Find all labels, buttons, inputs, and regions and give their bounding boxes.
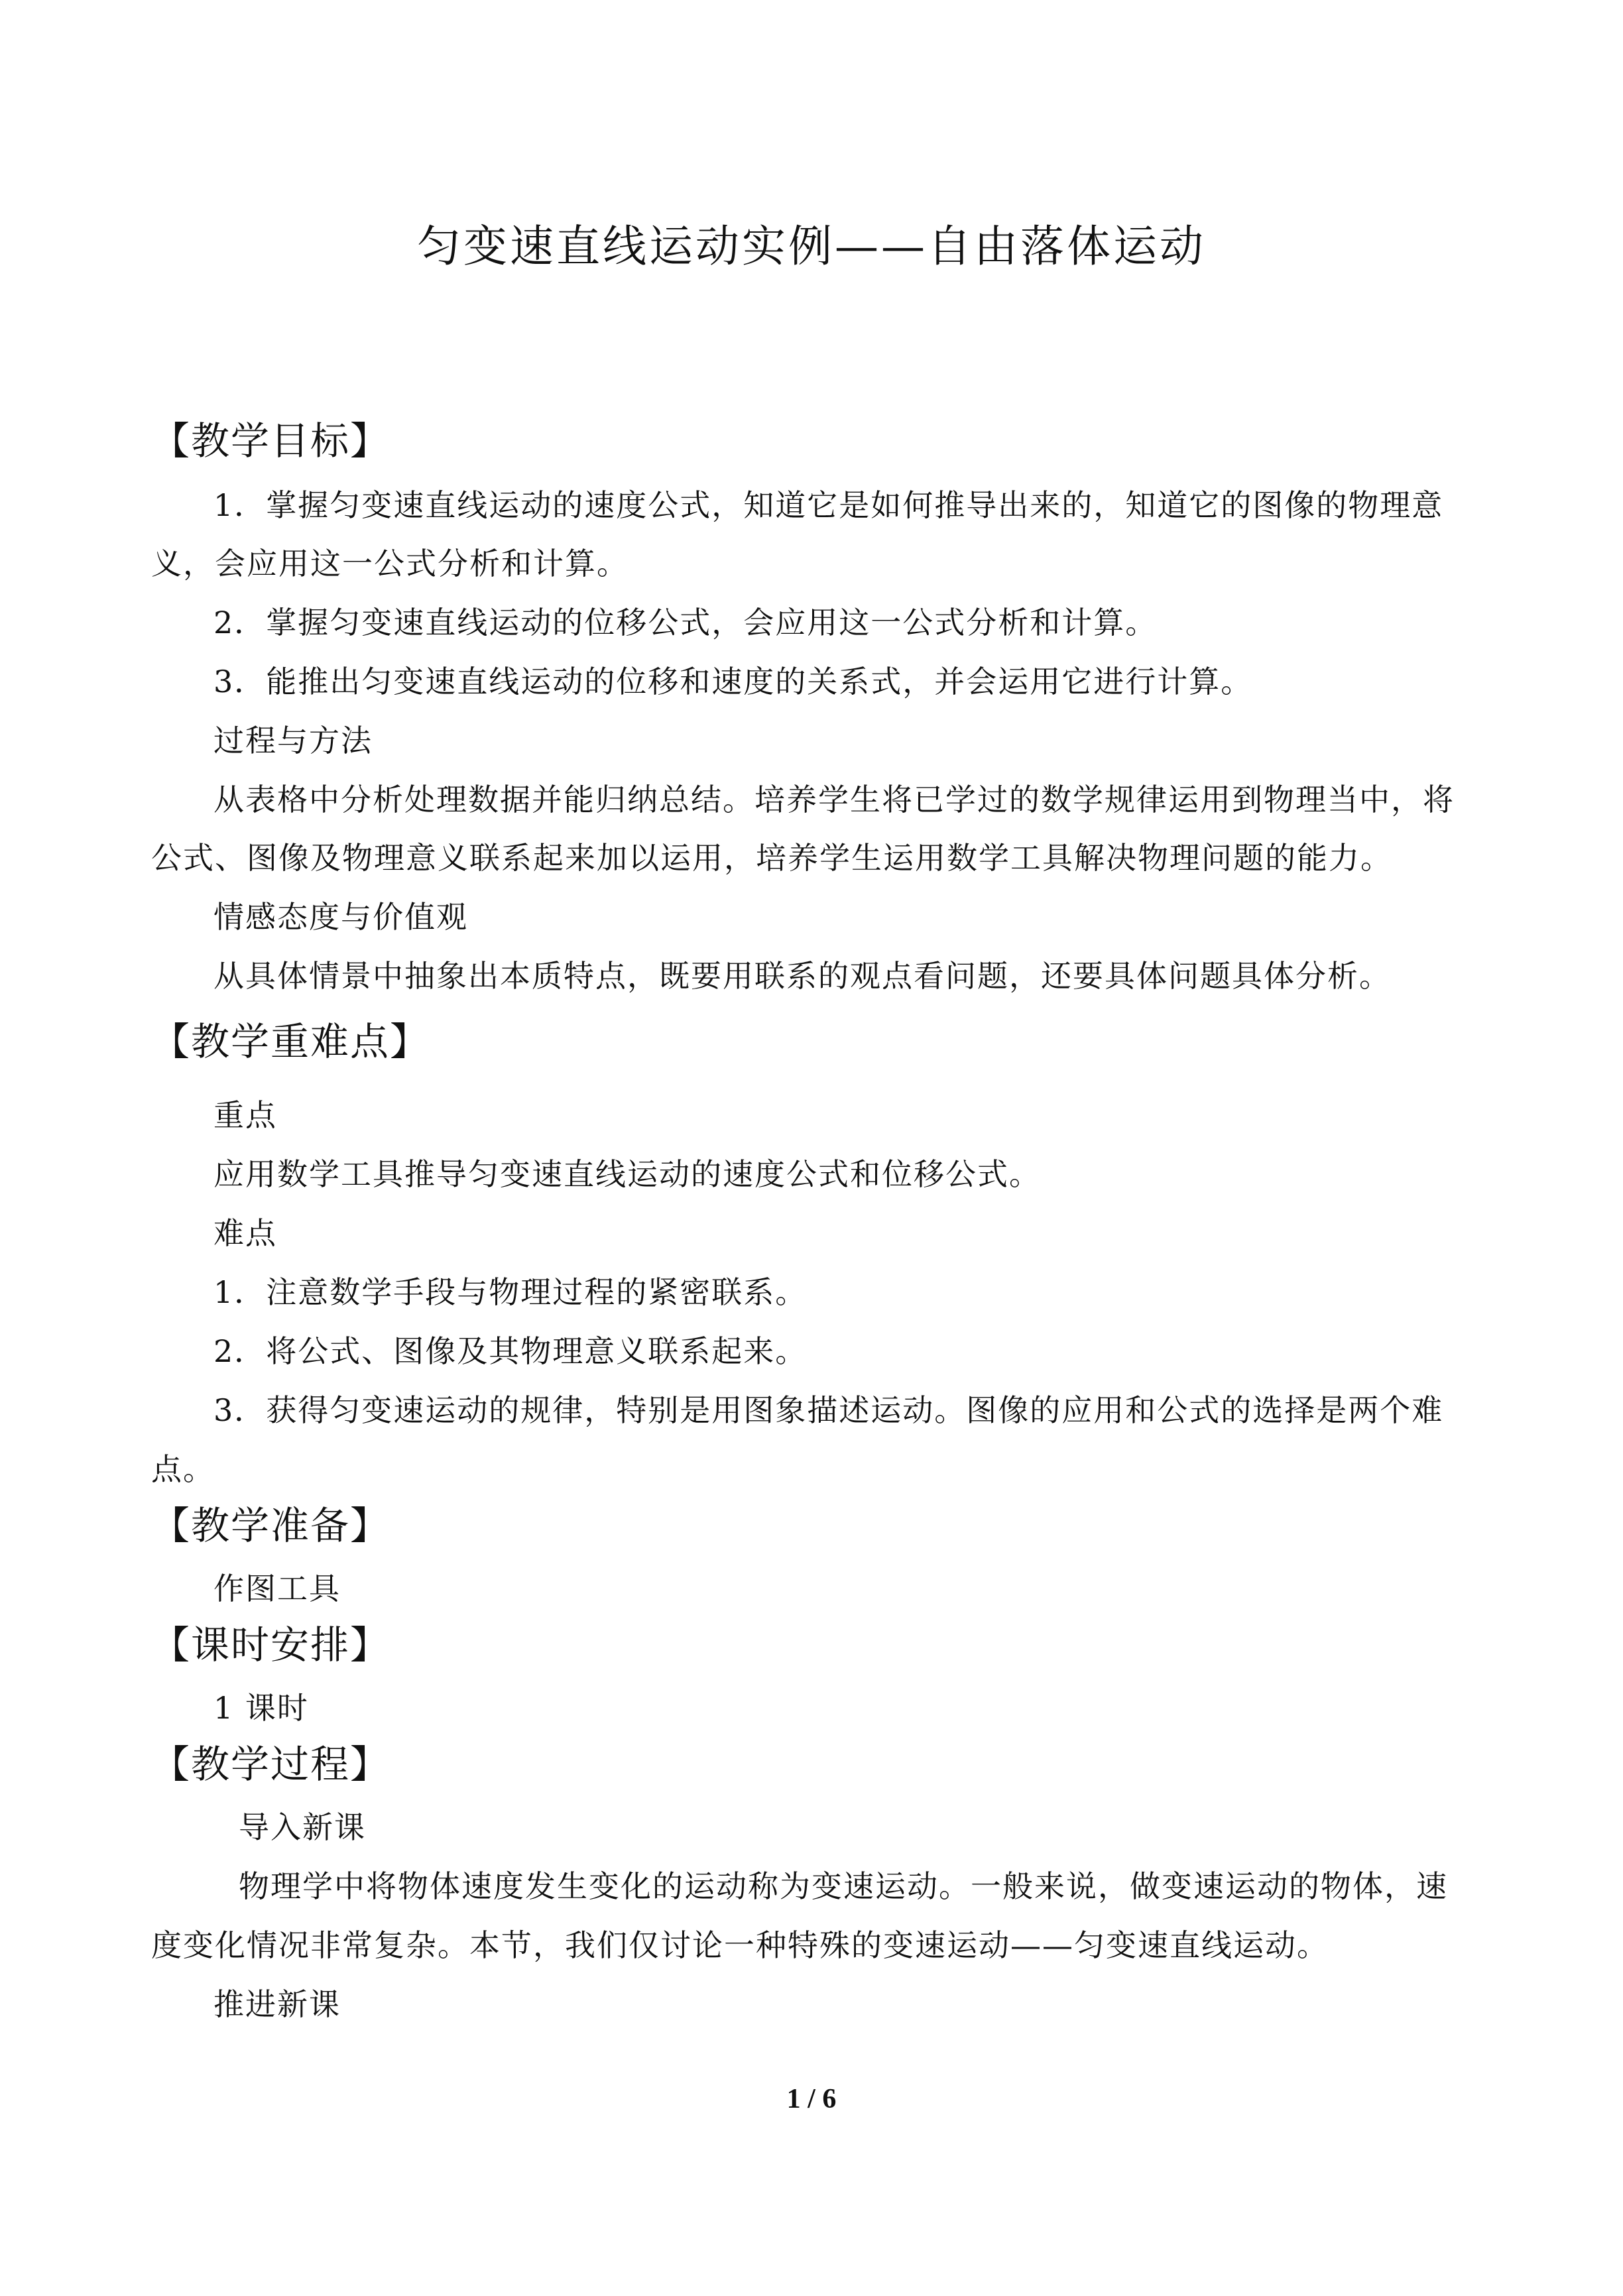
- goal-item-1-line-2: 义，会应用这一公式分析和计算。: [151, 546, 629, 581]
- goal-item-1-line-1: 1．掌握匀变速直线运动的速度公式，知道它是如何推导出来的，知道它的图像的物理意: [213, 487, 1444, 523]
- process-method-line-2: 公式、图像及物理意义联系起来加以运用，培养学生运用数学工具解决物理问题的能力。: [151, 840, 1392, 876]
- difficult-item-3-line-1: 3．获得匀变速运动的规律，特别是用图象描述运动。图像的应用和公式的选择是两个难: [213, 1392, 1444, 1428]
- page-number: 1 / 6: [786, 2084, 837, 2114]
- introduction-line-1: 物理学中将物体速度发生变化的运动称为变速运动。一般来说，做变速运动的物体，速: [239, 1868, 1448, 1904]
- subheading-difficult-points: 难点: [213, 1215, 277, 1251]
- introduction-line-2: 度变化情况非常复杂。本节，我们仅讨论一种特殊的变速运动——匀变速直线运动。: [151, 1927, 1329, 1963]
- difficult-item-3-line-2: 点。: [151, 1451, 215, 1487]
- heading-teaching-preparation: 【教学准备】: [151, 1503, 391, 1548]
- difficult-item-2: 2．将公式、图像及其物理意义联系起来。: [213, 1333, 808, 1369]
- page-title: 匀变速直线运动实例——自由落体运动: [417, 221, 1206, 272]
- heading-key-difficult-points: 【教学重难点】: [151, 1019, 430, 1064]
- process-method-line-1: 从表格中分析处理数据并能归纳总结。培养学生将已学过的数学规律运用到物理当中，将: [213, 782, 1455, 817]
- schedule-text: 1 课时: [213, 1690, 309, 1726]
- subheading-attitude-values: 情感态度与价值观: [213, 899, 468, 935]
- heading-teaching-goals: 【教学目标】: [151, 418, 391, 463]
- heading-schedule: 【课时安排】: [151, 1622, 391, 1667]
- difficult-item-1: 1．注意数学手段与物理过程的紧密联系。: [213, 1274, 808, 1310]
- subheading-key-points: 重点: [213, 1097, 277, 1133]
- heading-teaching-process: 【教学过程】: [151, 1742, 391, 1787]
- subheading-process-method: 过程与方法: [213, 723, 373, 758]
- goal-item-2: 2．掌握匀变速直线运动的位移公式，会应用这一公式分析和计算。: [213, 605, 1158, 640]
- attitude-values-text: 从具体情景中抽象出本质特点，既要用联系的观点看问题，还要具体问题具体分析。: [213, 958, 1391, 994]
- key-points-text: 应用数学工具推导匀变速直线运动的速度公式和位移公式。: [213, 1156, 1041, 1192]
- subheading-new-lesson: 推进新课: [213, 1986, 341, 2022]
- preparation-text: 作图工具: [213, 1571, 341, 1606]
- subheading-introduction: 导入新课: [239, 1809, 366, 1845]
- goal-item-3: 3．能推出匀变速直线运动的位移和速度的关系式，并会运用它进行计算。: [213, 664, 1253, 699]
